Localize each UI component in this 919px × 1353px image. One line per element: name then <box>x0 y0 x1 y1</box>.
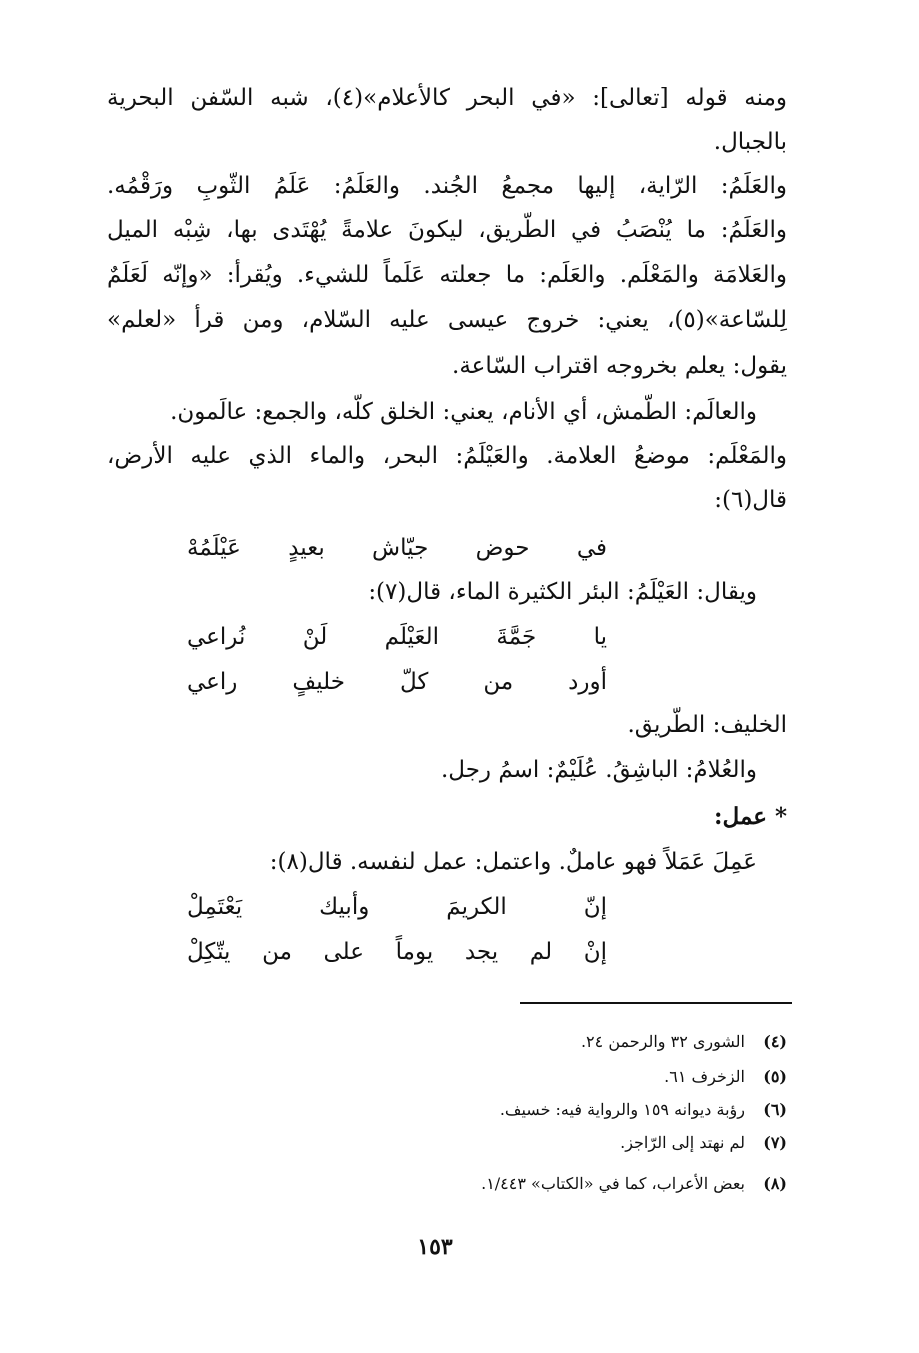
footnote-text: بعض الأعراب، كما في «الكتاب» ١/٤٤٣. <box>481 1174 745 1193</box>
footnote-text: رؤبة ديوانه ١٥٩ والرواية فيه: خسيف. <box>499 1100 745 1119</box>
footnote-text: الشورى ٣٢ والرحمن ٢٤. <box>580 1032 745 1051</box>
verse-line: إنْ لم يجد يوماً على من يتّكِلْ <box>187 939 607 965</box>
footnote-number: (٦) <box>763 1100 787 1119</box>
footnote-number: (٨) <box>763 1174 787 1193</box>
footnote-text: الزخرف ٦١. <box>664 1067 745 1086</box>
text-line: والعالَم: الطّمش، أي الأنام، يعني: الخلق كلّه، والجمع: عالَمون. <box>170 399 757 425</box>
verse-line: في حوض جيّاش بعيدٍ عَيْلَمُهْ <box>187 535 607 561</box>
text-line: والعَلامَة والمَعْلَم. والعَلَم: ما جعلته عَلَماً للشيء. ويُقرأ: «وإنّه لَعَلَمٌ <box>107 262 787 288</box>
footnote-number: (٧) <box>763 1133 787 1152</box>
text-line: قال(٦): <box>714 487 787 513</box>
text-line: ومنه قوله [تعالى]: «في البحر كالأعلام»(٤)، شبه السّفن البحرية <box>107 85 787 111</box>
text-line: ويقال: العَيْلَمُ: البئر الكثيرة الماء، قال(٧): <box>368 579 757 605</box>
text-line: والعُلامُ: الباشِقُ. عُلَيْمٌ: اسمُ رجل. <box>440 757 757 783</box>
footnote <box>481 1172 787 1196</box>
verse-line: يا جَمَّةَ العَيْلَم لَنْ نُراعي <box>187 624 607 650</box>
footnote-number: (٥) <box>763 1067 787 1086</box>
text-line: يقول: يعلم بخروجه اقتراب السّاعة. <box>452 353 787 379</box>
page-number: ١٥٣ <box>417 1234 453 1260</box>
footnote <box>581 1030 787 1054</box>
text-line: والعَلَمُ: ما يُنْصَبُ في الطّريق، ليكونَ علامةً يُهْتَدى بها، شِبْه الميل <box>107 217 787 243</box>
footnote-text: لم نهتد إلى الرّاجز. <box>620 1133 745 1152</box>
footnote <box>500 1098 787 1122</box>
footnote-number: (٤) <box>763 1032 787 1051</box>
text-line: عَمِلَ عَمَلاً فهو عاملٌ. واعتمل: عمل لنفسه. قال(٨): <box>269 849 757 875</box>
text-line: بالجبال. <box>713 129 787 155</box>
entry-heading: * عمل: <box>714 803 787 830</box>
verse-line: إنّ الكريمَ وأبيك يَعْتَمِلْ <box>187 894 607 920</box>
text-line: والعَلَمُ: الرّاية، إليها مجمعُ الجُند. والعَلَمُ: عَلَمُ الثّوبِ ورَقْمُه. <box>107 173 787 199</box>
text-line: والمَعْلَم: موضعُ العلامة. والعَيْلَمُ: البحر، والماء الذي عليه الأرض، <box>107 443 787 469</box>
text-line: الخليف: الطّريق. <box>627 712 787 738</box>
verse-line: أورد من كلّ خليفٍ راعي <box>187 669 607 695</box>
footnote <box>664 1065 787 1089</box>
text-line: لِلسّاعة»(٥)، يعني: خروج عيسى عليه السّلام، ومن قرأ «لعلم» <box>107 307 787 333</box>
footnote-separator <box>520 1002 792 1004</box>
footnote <box>620 1131 787 1155</box>
